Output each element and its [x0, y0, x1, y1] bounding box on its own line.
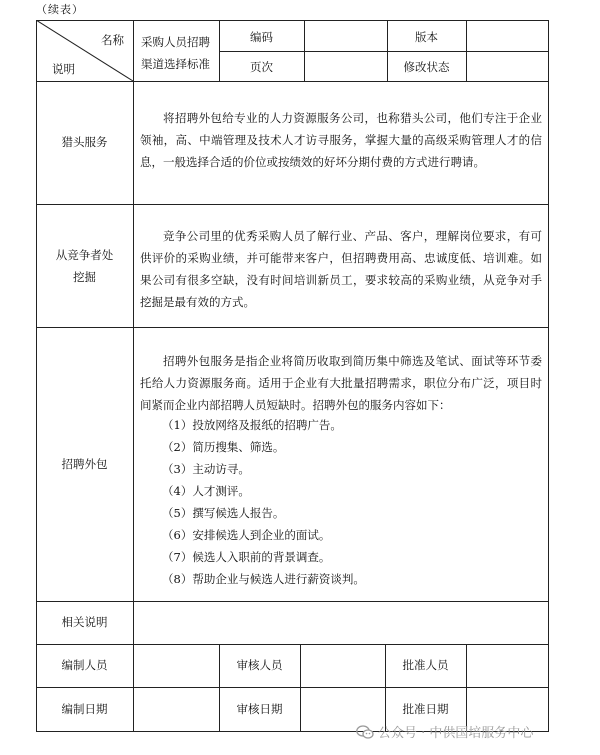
prepared-date-label: 编制日期	[61, 702, 108, 716]
list-item: （4）人才测评。	[162, 484, 250, 498]
approved-by-label: 批准人员	[402, 658, 449, 672]
section-label-competitor-line2: 挖掘	[73, 270, 96, 284]
grid-line	[304, 20, 305, 81]
description-label: 说明	[52, 62, 75, 76]
section-label-competitor-line1: 从竞争者处	[55, 248, 114, 262]
section-text-headhunter: 将招聘外包给专业的人力资源服务公司，也称猎头公司，他们专注于企业领袖，高、中端管理及技术人才访寻服务，掌握大量的高级采购管理人才的信息，一般选择合适的价位或按绩效的好坏分期付费的方式进行聘请。	[140, 111, 542, 169]
page-label: 页次	[250, 60, 273, 74]
code-label: 编码	[250, 30, 273, 44]
grid-line	[133, 20, 134, 732]
prepared-by-label: 编制人员	[61, 658, 108, 672]
section-text-outsourcing: 招聘外包服务是指企业将简历收取到简历集中筛选及笔试、面试等环节委托给人力资源服务商。适用于企业有大批量招聘需求，职位分布广泛，项目时间紧而企业内部招聘人员短缺时。招聘外包的服务内容如下：	[140, 354, 542, 412]
grid-line	[219, 51, 549, 52]
list-item: （6）安排候选人到企业的面试。	[162, 528, 331, 542]
revision-status-label: 修改状态	[403, 60, 450, 74]
name-label: 名称	[101, 33, 124, 47]
list-item: （2）简历搜集、筛选。	[162, 440, 285, 454]
list-item: （1）投放网络及报纸的招聘广告。	[162, 418, 342, 432]
section-label-headhunter: 猎头服务	[61, 135, 108, 149]
grid-line	[466, 20, 467, 81]
header-diagonal	[36, 20, 134, 82]
document-title-line1: 采购人员招聘	[141, 35, 210, 49]
document-title-line2: 渠道选择标准	[141, 57, 210, 71]
version-label: 版本	[415, 30, 438, 44]
continued-label: （续表）	[36, 3, 84, 16]
grid-line	[36, 327, 549, 328]
grid-line	[300, 644, 301, 732]
list-item: （8）帮助企业与候选人进行薪资谈判。	[162, 572, 365, 586]
watermark	[356, 722, 533, 741]
grid-line	[36, 204, 549, 205]
grid-line	[36, 644, 549, 645]
watermark-text: 公众号 · 中供国培服务中心	[378, 726, 534, 741]
approved-date-label: 批准日期	[402, 702, 449, 716]
wechat-icon	[356, 725, 374, 739]
reviewed-date-label: 审核日期	[236, 702, 283, 716]
outsourcing-service-list	[162, 414, 365, 590]
list-item: （7）候选人入职前的背景调查。	[162, 550, 331, 564]
grid-line	[466, 644, 467, 732]
list-item: （5）撰写候选人报告。	[162, 506, 285, 520]
related-notes-label: 相关说明	[61, 615, 108, 629]
reviewed-by-label: 审核人员	[236, 658, 283, 672]
grid-line	[36, 601, 549, 602]
list-item: （3）主动访寻。	[162, 462, 250, 476]
grid-line	[36, 687, 549, 688]
section-text-competitor: 竞争公司里的优秀采购人员了解行业、产品、客户，理解岗位要求，有可供评价的采购业绩，并可能带来客户，但招聘费用高、忠诚度低、培训难。如果公司有很多空缺，没有时间培训新员工，要求较高的采购业绩，从竞争对手挖掘是最有效的方式。	[140, 229, 542, 309]
section-label-outsourcing: 招聘外包	[61, 457, 108, 471]
